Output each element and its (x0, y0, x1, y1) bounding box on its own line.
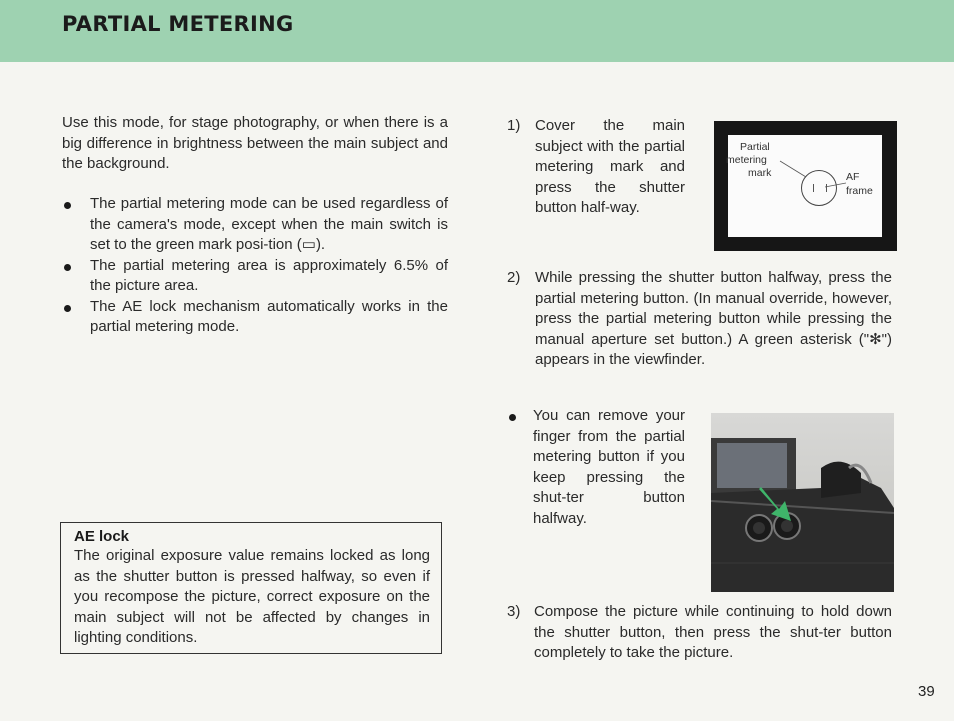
ae-lock-box (60, 522, 442, 654)
ae-lock-title: AE lock (74, 528, 130, 545)
step-number: 2) (507, 269, 521, 286)
bullet-list (62, 194, 448, 338)
label-frame: frame (846, 185, 873, 197)
leader-lines (728, 135, 882, 237)
ae-lock-body: The original exposure value remains locked as long as the shutter button is pressed halfway, so even if you recompose the picture, correct exposure on the main subject will not be affected by changes in lighting conditions. (74, 547, 430, 646)
step-number: 1) (507, 117, 521, 134)
label-af: AF (846, 171, 860, 183)
bullet-item: The AE lock mechanism automatically works in the partial metering mode. (62, 297, 448, 338)
intro-paragraph: Use this mode, for stage photography, or when there is a big difference in brightness between the main subject and the background. (62, 114, 448, 172)
viewfinder-screen (728, 135, 882, 237)
label-partial: Partial (740, 141, 770, 153)
bullet-item: The partial metering mode can be used regardless of the camera's mode, except when the main switch is set to the green mark posi-tion (▭). (62, 194, 448, 256)
tip-text: You can remove your finger from the partial metering button if you keep pressing the shut-ter button halfway. (533, 407, 685, 527)
camera-drawing (711, 413, 894, 592)
step-text: Cover the main subject with the partial metering mark and press the shutter button half-way. (535, 117, 685, 216)
page-title: PARTIAL METERING (62, 12, 294, 36)
label-mark: mark (748, 167, 772, 179)
step-text: Compose the picture while continuing to hold down the shutter button, then press the shut-ter button completely to take the picture. (534, 603, 892, 661)
page-number: 39 (918, 683, 935, 700)
step-text: While pressing the shutter button halfway, press the partial metering button. (In manual override, however, press the partial metering button while pressing the manual aperture set button.) A green asterisk ("✻") appears in the viewfinder. (535, 269, 892, 368)
bullet-dot (509, 414, 516, 421)
bullet-item: The partial metering area is approximately 6.5% of the picture area. (62, 256, 448, 297)
camera-photo (711, 413, 894, 592)
step-number: 3) (507, 603, 521, 620)
viewfinder-illustration (714, 121, 897, 251)
label-metering: metering (726, 154, 767, 166)
